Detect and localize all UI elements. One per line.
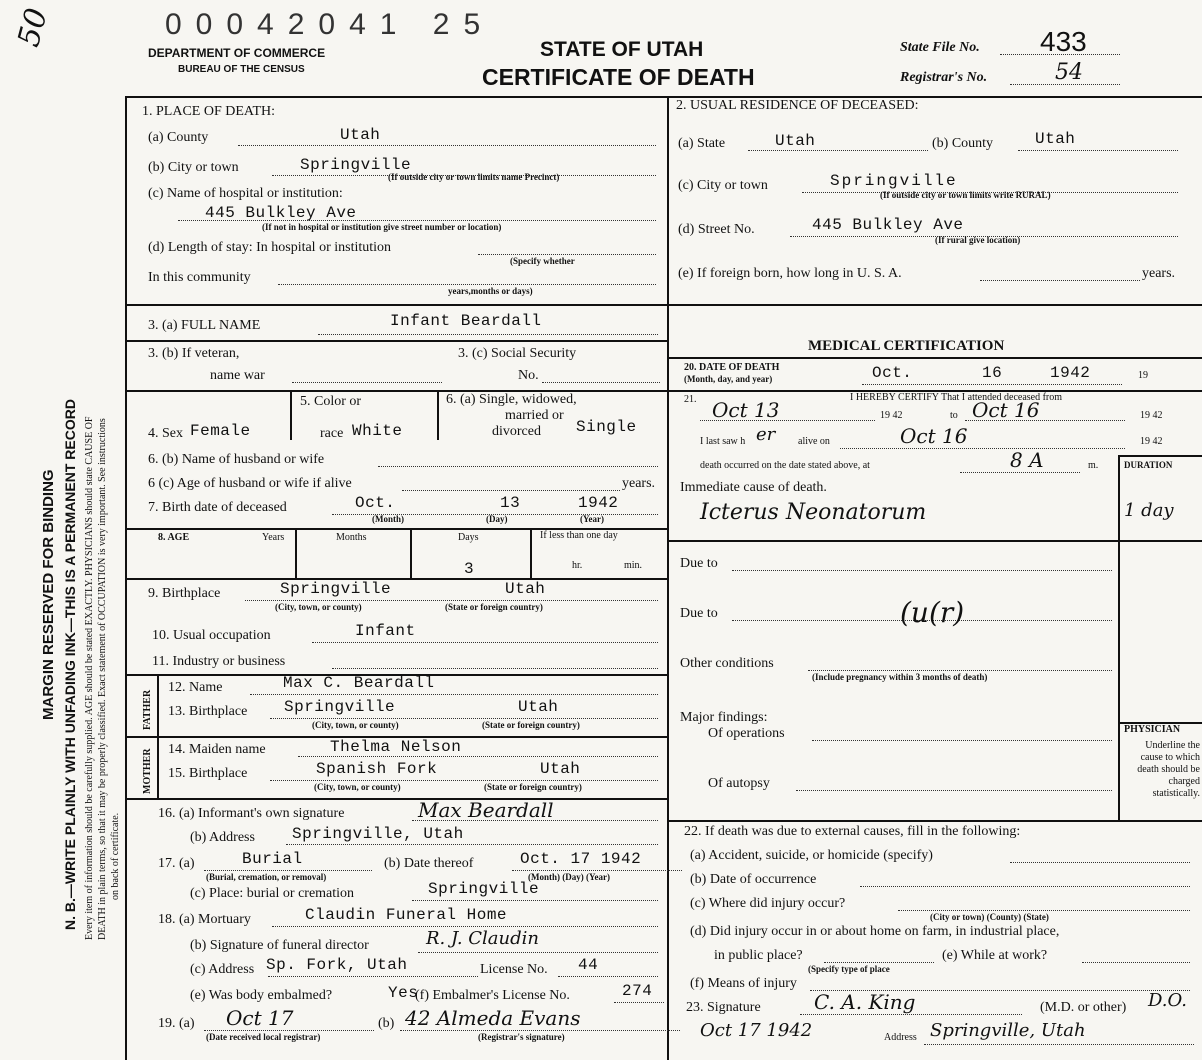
informant-address-label: (b) Address [190, 830, 255, 845]
registrar-sig-caption: (Registrar's signature) [478, 1032, 565, 1042]
birthplace-state: Utah [505, 580, 546, 598]
age-days-label: Days [458, 532, 479, 543]
embalmed-value: Yes [388, 984, 419, 1002]
burial-place-value: Springville [428, 880, 540, 898]
birth-year-caption: (Year) [580, 514, 604, 524]
due-to-1-label: Due to [680, 556, 718, 571]
death-city-value: Springville [300, 156, 412, 174]
community-note: years,months or days) [448, 286, 533, 296]
min-label: min. [624, 560, 643, 571]
residence-street-label: (d) Street No. [678, 222, 755, 237]
margin-instructions-2: DEATH in plain terms, so that it may be properly classified. Exact statement of OCCUPATION is very important. See instructions [97, 418, 108, 940]
death-year: 1942 [1050, 364, 1091, 382]
registrar-sig-label: (b) [378, 1016, 395, 1031]
disposal-value: Burial [242, 850, 303, 868]
external-specify-note: (Specify type of place [808, 964, 890, 974]
alive-on-label: alive on [798, 436, 830, 447]
due-to-2-mark: (u(r) [900, 596, 965, 629]
marital-label-2: married or [505, 408, 564, 423]
external-c-label: (c) Where did injury occur? [690, 896, 846, 911]
death-county-label: (a) County [148, 130, 209, 145]
mother-state-caption: (State or foreign country) [484, 782, 582, 792]
duration-header: DURATION [1124, 460, 1173, 470]
last-saw-label: I last saw h [700, 436, 746, 447]
mortuary-label: 18. (a) Mortuary [158, 912, 251, 927]
external-d-label: (d) Did injury occur in or about home on farm, in industrial place, [690, 924, 1060, 939]
margin-instructions-1: Every item of information should be carefully supplied. AGE should be stated EXACTLY. PHYSICIANS should state CAUSE OF [84, 416, 95, 940]
director-address-value: Sp. Fork, Utah [266, 956, 408, 974]
physician-box-title: PHYSICIAN [1124, 724, 1181, 735]
external-d-label-2: in public place? [714, 948, 803, 963]
disposal-date-value: Oct. 17 1942 [520, 850, 642, 868]
sex-value: Female [190, 422, 251, 440]
other-conditions-label: Other conditions [680, 656, 774, 671]
certify-text: I HEREBY CERTIFY That I attended deceased from [850, 392, 1063, 403]
serial-number: 00042041 25 [165, 8, 495, 41]
residence-state-label: (a) State [678, 136, 726, 151]
received-date: Oct 17 [226, 1006, 294, 1030]
autopsy-label: Of autopsy [708, 776, 770, 791]
occupation-value: Infant [355, 622, 416, 640]
immediate-cause-duration: 1 day [1124, 500, 1174, 521]
residence-city-value: Springville [830, 172, 958, 190]
physician-box-note: Underline the cause to which death should be charged statistically. [1137, 740, 1200, 799]
father-state-caption: (State or foreign country) [482, 720, 580, 730]
residence-heading: 2. USUAL RESIDENCE OF DECEASED: [676, 98, 919, 113]
disposal-date-caption: (Month) (Day) (Year) [528, 872, 610, 882]
marital-value: Single [576, 418, 637, 436]
mother-birthplace-label: 15. Birthplace [168, 766, 248, 781]
attended-to-year: 19 42 [1140, 410, 1163, 421]
other-conditions-note: (Include pregnancy within 3 months of death) [812, 672, 988, 682]
marital-label: 6. (a) Single, widowed, [446, 392, 577, 407]
residence-city-label: (c) City or town [678, 178, 768, 193]
operations-label: Of operations [708, 726, 785, 741]
birthplace-city-caption: (City, town, or county) [275, 602, 362, 612]
color-label: 5. Color or [300, 394, 362, 409]
alive-on-year: 19 42 [1140, 436, 1163, 447]
disposal-caption: (Burial, cremation, or removal) [206, 872, 327, 882]
funeral-director-label: (b) Signature of funeral director [190, 938, 369, 953]
state-title: STATE OF UTAH [540, 38, 704, 61]
embalmed-label: (e) Was body embalmed? [190, 988, 333, 1003]
external-e-label: (e) While at work? [942, 948, 1048, 963]
residence-county-label: (b) County [932, 136, 994, 151]
hospital-note: (If not in hospital or institution give street number or location) [262, 222, 502, 232]
death-am-pm-label: m. [1088, 460, 1099, 471]
residence-city-note: (If outside city or town limits write RURAL) [880, 190, 1051, 200]
death-year-suffix: 19 [1138, 370, 1148, 381]
mother-birthplace-city: Spanish Fork [316, 760, 438, 778]
birth-year: 1942 [578, 494, 619, 512]
veteran-label: 3. (b) If veteran, [148, 346, 240, 361]
physician-address: Springville, Utah [930, 1020, 1086, 1041]
funeral-director-signature: R. J. Claudin [426, 928, 539, 949]
stay-label: (d) Length of stay: In hospital or institution [148, 240, 392, 255]
industry-label: 11. Industry or business [152, 654, 286, 669]
occupation-label: 10. Usual occupation [152, 628, 271, 643]
alive-on-date: Oct 16 [900, 424, 968, 448]
father-name-label: 12. Name [168, 680, 223, 695]
hospital-value: 445 Bulkley Ave [205, 204, 357, 222]
margin-permanent-record-note: N. B.—WRITE PLAINLY WITH UNFADING INK—THIS IS A PERMANENT RECORD [62, 399, 78, 930]
full-name-value: Infant Beardall [390, 312, 542, 330]
external-heading: 22. If death was due to external causes, fill in the following: [684, 824, 1021, 839]
date-of-death-caption: (Month, day, and year) [684, 374, 773, 384]
residence-state-value: Utah [775, 132, 816, 150]
external-f-label: (f) Means of injury [690, 976, 797, 991]
burial-place-label: (c) Place: burial or cremation [190, 886, 355, 901]
father-birthplace-state: Utah [518, 698, 559, 716]
physician-title-value: D.O. [1148, 990, 1187, 1011]
date-of-death-label: 20. DATE OF DEATH [684, 362, 780, 373]
age-years-label: Years [262, 532, 285, 543]
medical-heading: MEDICAL CERTIFICATION [808, 338, 1005, 354]
physician-signature-label: 23. Signature [686, 1000, 761, 1015]
immediate-cause-label: Immediate cause of death. [680, 480, 827, 495]
sex-label: 4. Sex [148, 426, 183, 441]
last-saw-her: er [756, 424, 776, 445]
certify-number: 21. [684, 394, 697, 405]
birthplace-city: Springville [280, 580, 392, 598]
birthplace-state-caption: (State or foreign country) [445, 602, 543, 612]
immediate-cause-value: Icterus Neonatorum [700, 500, 927, 525]
marital-label-3: divorced [492, 424, 541, 439]
age-label: 8. AGE [158, 532, 190, 543]
mother-maiden-label: 14. Maiden name [168, 742, 266, 757]
birthplace-label: 9. Birthplace [148, 586, 221, 601]
mother-birthplace-state: Utah [540, 760, 581, 778]
margin-binding-note: MARGIN RESERVED FOR BINDING [40, 469, 57, 720]
bureau-label: BUREAU OF THE CENSUS [178, 64, 305, 75]
full-name-label: 3. (a) FULL NAME [148, 318, 261, 333]
death-month: Oct. [872, 364, 913, 382]
birth-day: 13 [500, 494, 521, 512]
race-value: White [352, 422, 403, 440]
birth-date-label: 7. Birth date of deceased [148, 500, 287, 515]
mother-city-caption: (City, town, or county) [314, 782, 401, 792]
death-city-label: (b) City or town [148, 160, 239, 175]
birth-month: Oct. [355, 494, 396, 512]
external-c-captions: (City or town) (County) (State) [930, 912, 1049, 922]
attended-from: Oct 13 [712, 398, 780, 422]
informant-signature: Max Beardall [418, 798, 554, 822]
father-city-caption: (City, town, or county) [312, 720, 399, 730]
foreign-born-label: (e) If foreign born, how long in U. S. A. [678, 266, 902, 281]
certificate-title: CERTIFICATE OF DEATH [482, 64, 755, 90]
margin-instructions-3: on back of certificate. [110, 812, 121, 900]
social-security-no-label: No. [518, 368, 539, 383]
major-findings-label: Major findings: [680, 710, 768, 725]
father-birthplace-city: Springville [284, 698, 396, 716]
stay-note: (Specify whether [510, 256, 575, 266]
birth-month-caption: (Month) [372, 514, 404, 524]
physician-signature-date: Oct 17 1942 [700, 1020, 813, 1041]
physician-signature: C. A. King [814, 990, 916, 1014]
place-of-death-heading: 1. PLACE OF DEATH: [142, 104, 276, 119]
received-label: 19. (a) [158, 1016, 195, 1031]
license-label: License No. [480, 962, 548, 977]
embalmer-license-value: 274 [622, 982, 653, 1000]
registrar-number: 54 [1055, 60, 1083, 85]
spouse-name-label: 6. (b) Name of husband or wife [148, 452, 325, 467]
age-months-label: Months [336, 532, 367, 543]
received-caption: (Date received local registrar) [206, 1032, 321, 1042]
foreign-years-label: years. [1142, 266, 1176, 281]
registrar-number-label: Registrar's No. [900, 70, 988, 85]
spouse-age-label: 6 (c) Age of husband or wife if alive [148, 476, 352, 491]
community-label: In this community [148, 270, 251, 285]
attended-from-year: 19 42 [880, 410, 903, 421]
mortuary-value: Claudin Funeral Home [305, 906, 508, 924]
mother-side-label: MOTHER [142, 748, 153, 794]
spouse-age-years: years. [622, 476, 656, 491]
external-a-label: (a) Accident, suicide, or homicide (specify) [690, 848, 933, 863]
state-file-label: State File No. [900, 40, 980, 55]
physician-address-label: Address [884, 1032, 917, 1043]
attended-to-label: to [950, 410, 958, 421]
social-security-label: 3. (c) Social Security [458, 346, 577, 361]
state-file-number: 433 [1040, 26, 1087, 57]
embalmer-license-label: (f) Embalmer's License No. [415, 988, 570, 1003]
disposal-date-label: (b) Date thereof [384, 856, 474, 871]
external-b-label: (b) Date of occurrence [690, 872, 817, 887]
death-county-value: Utah [340, 126, 381, 144]
birth-day-caption: (Day) [486, 514, 508, 524]
race-label: race [320, 426, 344, 441]
age-days-value: 3 [464, 560, 475, 578]
veteran-war-label: name war [210, 368, 265, 383]
hr-label: hr. [572, 560, 583, 571]
death-occurred-time: 8 A [1010, 448, 1044, 472]
license-value: 44 [578, 956, 599, 974]
father-name-value: Max C. Beardall [283, 674, 435, 692]
department-label: DEPARTMENT OF COMMERCE [148, 46, 326, 60]
physician-title-label: (M.D. or other) [1040, 1000, 1127, 1015]
due-to-2-label: Due to [680, 606, 718, 621]
death-city-note: (If outside city or town limits name Precinct) [388, 172, 560, 182]
corner-mark: 50 [11, 4, 55, 51]
death-day: 16 [982, 364, 1003, 382]
informant-address-value: Springville, Utah [292, 825, 464, 843]
mother-maiden-value: Thelma Nelson [330, 738, 462, 756]
residence-county-value: Utah [1035, 130, 1076, 148]
less-than-day-label: If less than one day [540, 530, 618, 541]
residence-street-note: (If rural give location) [935, 235, 1021, 245]
disposal-label: 17. (a) [158, 856, 195, 871]
father-side-label: FATHER [142, 689, 153, 730]
father-birthplace-label: 13. Birthplace [168, 704, 248, 719]
informant-signature-label: 16. (a) Informant's own signature [158, 806, 345, 821]
residence-street-value: 445 Bulkley Ave [812, 216, 964, 234]
registrar-signature: 42 Almeda Evans [405, 1006, 581, 1030]
attended-to: Oct 16 [972, 398, 1040, 422]
hospital-label: (c) Name of hospital or institution: [148, 186, 343, 201]
director-address-label: (c) Address [190, 962, 255, 977]
death-occurred-label: death occurred on the date stated above, at [700, 460, 870, 471]
